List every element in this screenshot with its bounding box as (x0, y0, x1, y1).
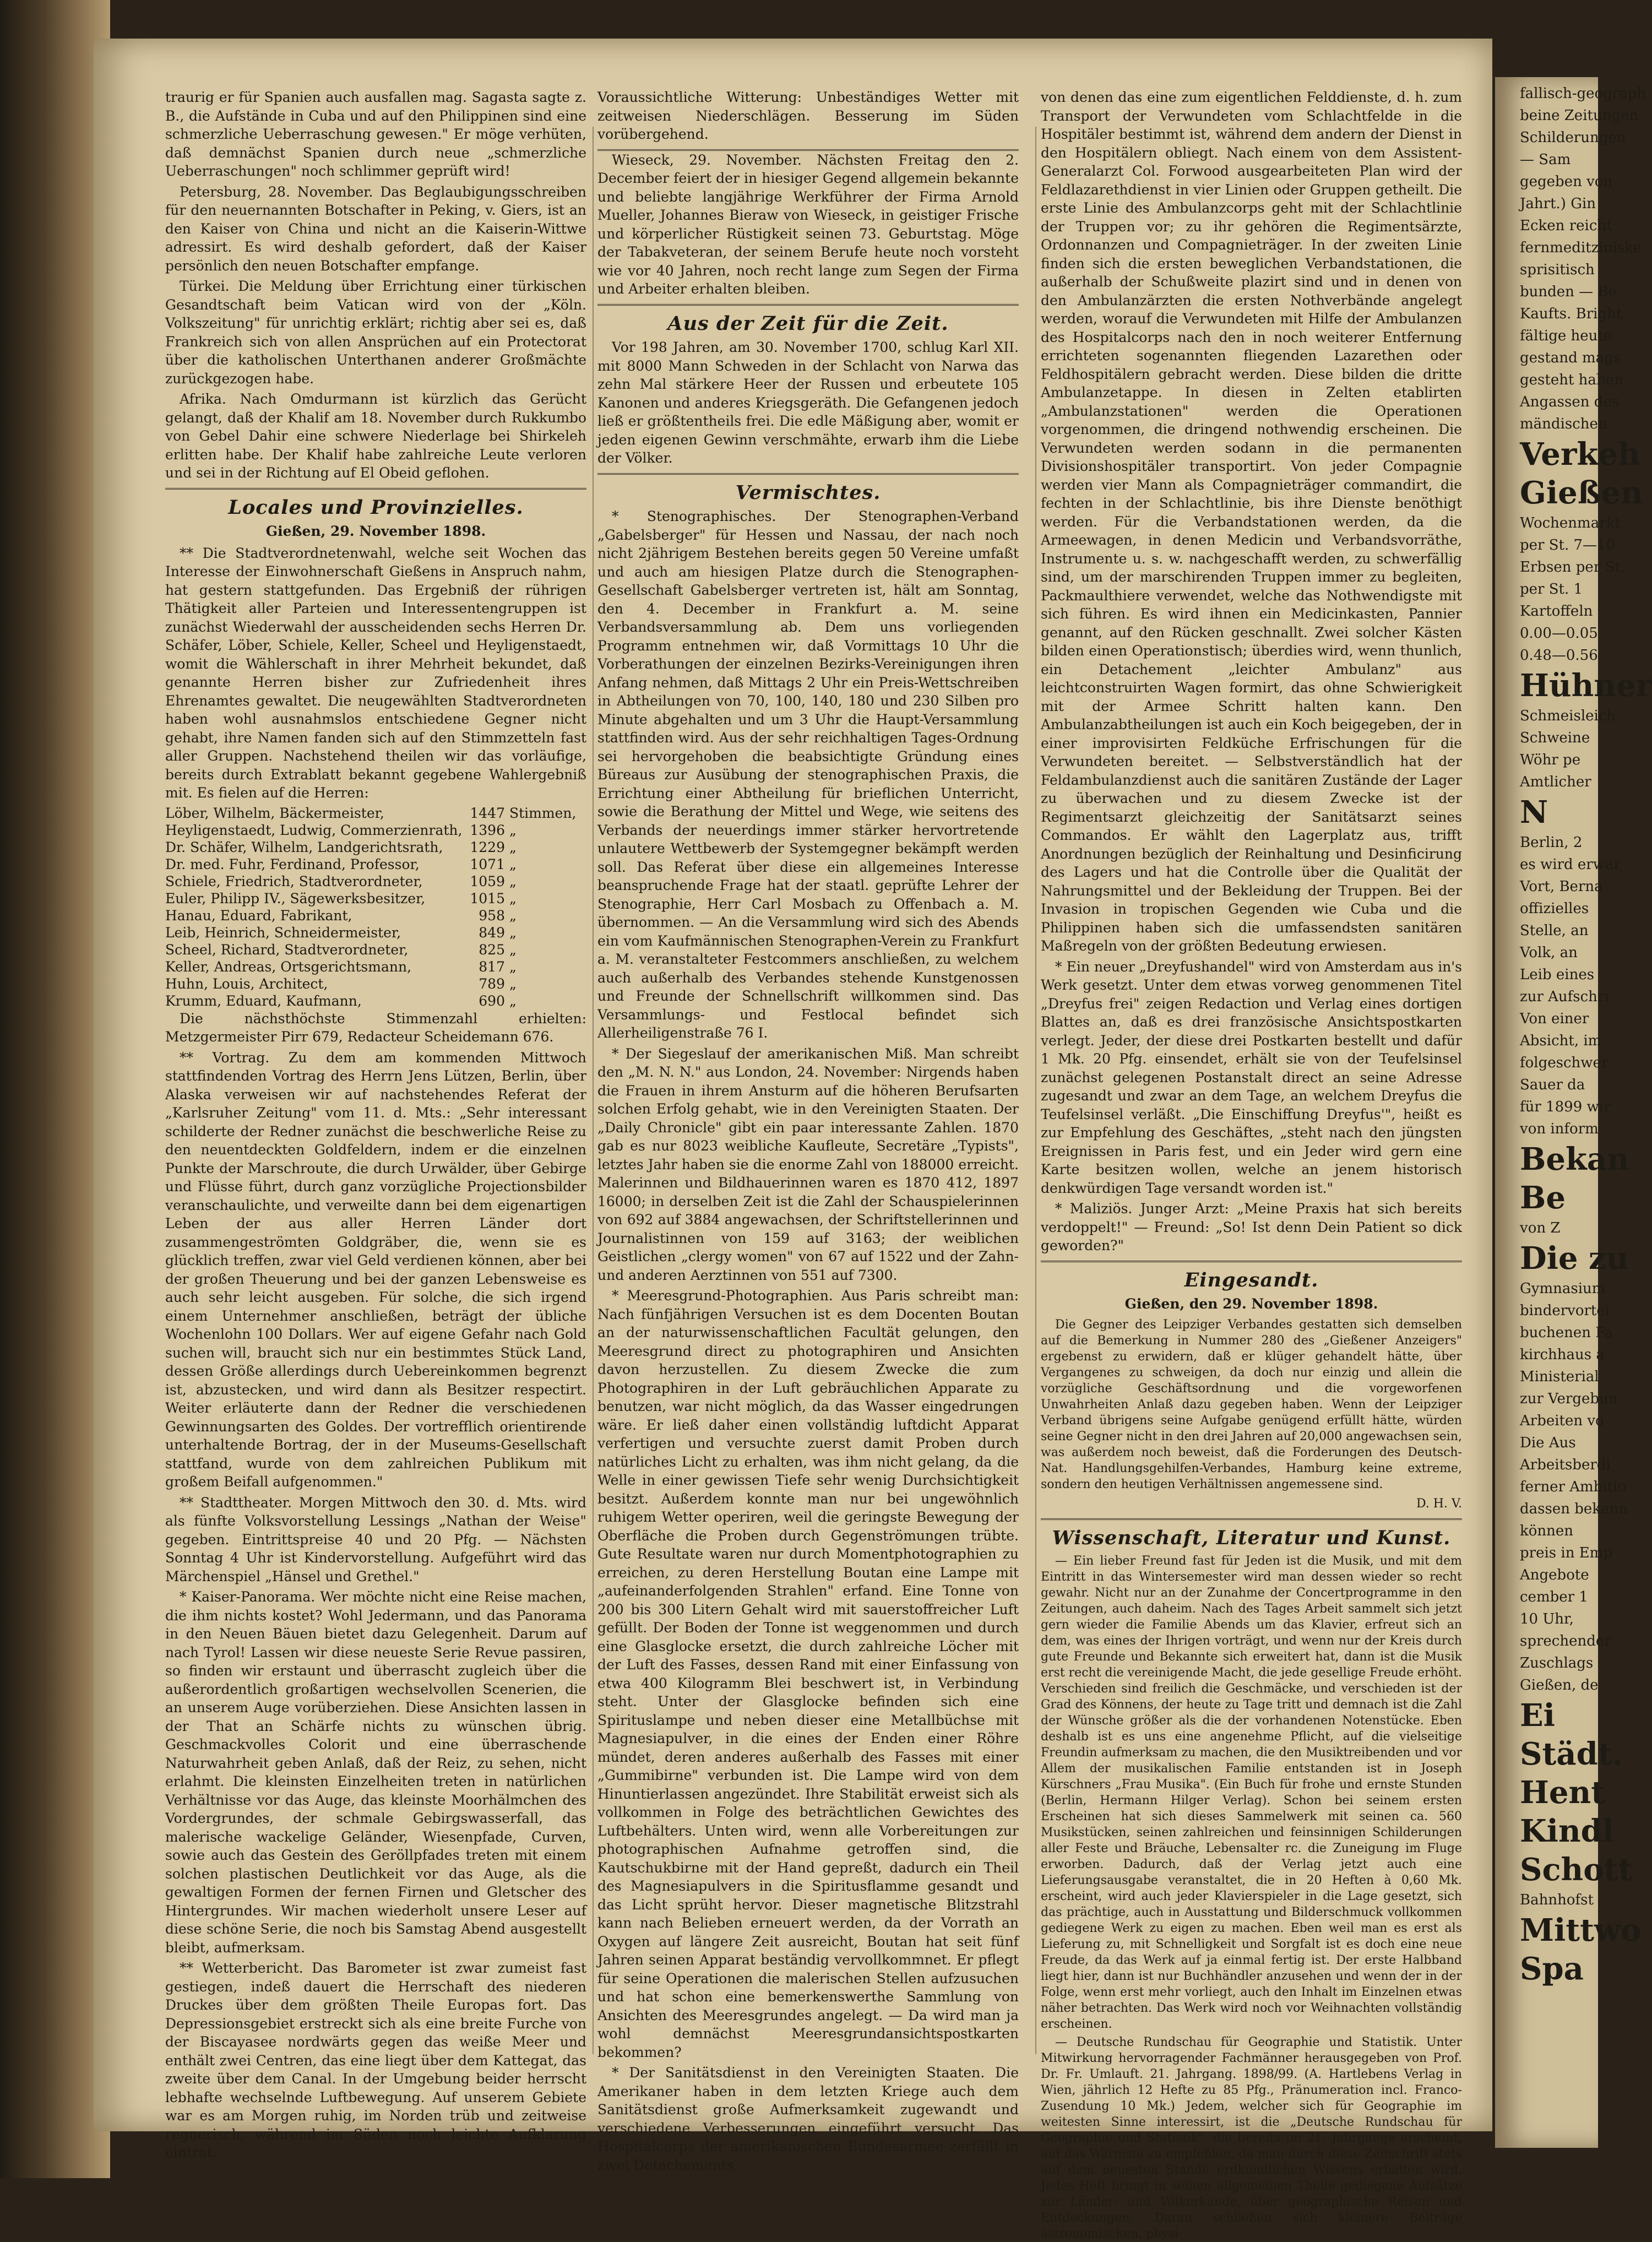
section-divider (1041, 1261, 1462, 1262)
adjacent-text-line: Ei (1520, 1697, 1555, 1734)
section-heading-locales: Locales und Provinzielles. (228, 496, 524, 519)
section-divider (165, 488, 586, 490)
adjacent-text-line: Erbsen per St. (1520, 559, 1626, 576)
adjacent-text-line: Schilderungen (1520, 129, 1626, 146)
vote-count: 958 (479, 907, 505, 924)
adjacent-text-line: N (1520, 794, 1548, 830)
article-stenographisches: * Stenographisches. Der Stenographen-Verband „Gabelsberger" für Hessen und Nassau, der nach noch nicht 2jährigem Bestehen bereits gegen 50 Vereine umfaßt und auch am hiesigen Platze durch die Stenographen-Gesellschaft Gabelsberger vertreten ist, hält am Sonntag, den 4. December in Frankfurt a. M. seine Verbandsversammlung ab. Dem uns vorliegenden Programm entnehmen wir, daß Vormittags 10 Uhr die Vorberathungen der einzelnen Bezirks-Vereinigungen ihren Anfang nehmen, daß Mittags 2 Uhr ein Preis-Wettschreiben in Abtheilungen von 70, 100, 140, 180 und 230 Silben pro Minute abgehalten und um 3 Uhr die Haupt-Versammlung stattfinden wird. Aus der sehr reichhaltigen Tages-Ordnung sei hervorgehoben die beabsichtigte Gründung eines Büreaus zur Ausübung der stenographischen Praxis, die Errichtung einer Abtheilung für brieflichen Unterricht, sowie die Berathung der Mittel und Wege, wie seitens des Verbands der neuerdings immer stärker hervortretende unlautere Wettbewerb der Systemgegner bekämpft werden soll. Das Referat über diese ein allgemeines Interesse beanspruchende Frage hat der staatl. geprüfte Lehrer der Stenographie, Herr Carl Mosbach zu Offenbach a. M. übernommen. — An die Versammlung wird sich des Abends ein vom Kaufmännischen Stenographen-Verein zu Frankfurt a. M. veranstalteter Festcommers anschließen, zu welchem auch außerhalb des Verbandes stehende Kunstgenossen und Freunde der Schnellschrift willkommen sind. Das Versammlungs- und Festlocal befindet sich Allerheiligenstraße 76 I. (597, 508, 1019, 1041)
adjacent-text-line: Volk, an (1520, 944, 1578, 961)
vote-count: 1071 (470, 856, 505, 872)
vote-unit: „ (509, 890, 517, 906)
adjacent-text-line: für 1899 wir (1520, 1099, 1611, 1115)
candidate-name: Krumm, Eduard, Kaufmann, (165, 992, 362, 1009)
adjacent-text-line: Zuschlags (1520, 1655, 1594, 1671)
adjacent-text-line: sprechender (1520, 1633, 1611, 1649)
article-afrika: Afrika. Nach Omdurmann ist kürzlich das Gerücht gelangt, daß der Khalif am 18. November durch Rukkumbo von Gebel Dahir eine schwere Niederlage bei Shirkeleh erlitten habe. Der Khalif habe zahlreiche Leute verloren und sei in der Richtung auf El Obeid geflohen. (165, 391, 586, 481)
adjacent-text-line: Angassen des (1520, 394, 1620, 410)
section-heading-eingesandt: Eingesandt. (1184, 1268, 1319, 1291)
adjacent-text-line: Hent (1520, 1774, 1606, 1811)
table-row (165, 873, 586, 890)
adjacent-text-line: Arbeitsberdi (1520, 1457, 1611, 1473)
adjacent-text-line: Stelle, an (1520, 922, 1589, 939)
dateline: Gießen, 29. November 1898. (265, 523, 486, 539)
adjacent-text-line: Ecken reicht (1520, 218, 1612, 234)
adjacent-text-line: 10 Uhr, (1520, 1611, 1574, 1627)
article-lieber-freund: — Ein lieber Freund fast für Jeden ist die Musik, und mit dem Eintritt in das Wintersemester wird man dessen wieder so recht gewahr. Nicht nur an der Zunahme der Concertprogramme in den Zeitungen, auch daheim. Nach des Tages Arbeit sammelt sich jetzt gern wieder die Familie Abends um das Klavier, erfreut sich an dem, was eines der Ihrigen vorträgt, und wenn nur der Kreis durch gute Freunde und Bekannte sich erweitert hat, dann ist die Musik erst recht die vereinigende Macht, die jede gesellige Freude erhöht. Verschieden sind freilich die Geschmäcke, und verschieden ist der Grad des Könnens, der heute zu Tage tritt und demnach ist die Zahl der Wünsche größer als die der vorhandenen Notenstücke. Eben deshalb ist es uns eine angenehme Pflicht, auf die vielseitige Freundin aufmerksam zu machen, die den Musiktreibenden und vor Allem der musikalischen Familie entstanden ist in Joseph Kürschners „Frau Musika". (Ein Buch für frohe und ernste Stunden (Berlin, Hermann Hilger Verlag). Schon bei seinem ersten Erscheinen hat sich dieses Sammelwerk mit seinen ca. 560 Musikstücken, seinen zahlreichen und feinsinnigen Schilderungen aller Feste und Bräuche, Lebensalter rc. die Zuneigung im Fluge erworben. Dadurch, daß der Verlag jetzt auch eine Lieferungsausgabe veranstaltet, die in 20 Heften à 0,60 Mk. erscheint, wird auch jeder Klavierspieler in die Lage gesetzt, sich das prächtige, auch in Ausstattung und Bilderschmuck vollkommen gediegene Werk zu eigen zu machen. Eben weil man es erst als Lieferung zu, mit Schnelligkeit und Sorgfalt ist es doch eine neue Freude, da das Werk auf ja einmal fertig ist. Der erste Halbband liegt hier, dann ist nur Buchhändler anzusehen und wenn der in der Folge, wenn erst mehr vorliegt, auch den Inhalt im Einzelnen etwas näher betrachten. Das Werk wird noch vor Weihnachten vollständig erscheinen. (1041, 1554, 1462, 2031)
article-stadtverordnetenwahl: ** Die Stadtverordnetenwahl, welche seit Wochen das Interesse der Einwohnerschaft Gießens in Anspruch nahm, hat gestern stattgefunden. Das Ergebniß der rührigen Thätigkeit aller Parteien und Interessentengruppen ist zunächst Wiederwahl der ausscheidenden sechs Herren Dr. Schäfer, Löber, Schiele, Keller, Scheel und Heyligenstaedt, womit die Wählerschaft in ihrer Mehrheit bekundet, daß genannte Herren bisher zur Zufriedenheit ihres Ehrenamtes gewaltet. Die neugewählten Stadtverordneten haben wohl ausnahmslos entschiedene Gegner nicht gehabt, ihre Namen fanden sich auf den Stimmzetteln fast aller Gruppen. Nachstehend theilen wir das vorläufige, bereits durch Extrablatt bekannt gegebene Wahlergebniß mit. Es fielen auf die Herren: (165, 545, 586, 801)
signature: D. H. V. (1416, 1496, 1462, 1511)
article-naechsthoechste: Die nächsthöchste Stimmenzahl erhielten: Metzgermeister Pirr 679, Redacteur Scheidemann 676. (165, 1010, 586, 1045)
vote-count: 789 (479, 975, 505, 992)
adjacent-text-line: Gießen, de (1520, 1677, 1599, 1693)
adjacent-text-line: beine Zeitungen (1520, 107, 1639, 124)
candidate-name: Keller, Andreas, Ortsgerichtsmann, (165, 958, 412, 975)
adjacent-text-line: folgeschwer (1520, 1055, 1608, 1071)
adjacent-text-line: Schmeisleich (1520, 708, 1616, 724)
adjacent-text-line: buchenen Fa (1520, 1324, 1613, 1341)
election-results-table (165, 805, 586, 1009)
article-rundschau: — Deutsche Rundschau für Geographie und Statistik. Unter Mitwirkung hervorragender Fachmänner herausgegeben von Prof. Dr. Fr. Umlauft. 21. Jahrgang. 1898/99. (A. Hartlebens Verlag in Wien, jährlich 12 Hefte zu 85 Pfg., Pränumeration incl. Franco-Zusendung 10 Mk.) Jedem, welcher sich für Geographie im weitesten Sinne interessirt, ist die „Deutsche Rundschau für Geographie und Statistik", die bereits im 21. Jahrgange erscheint, auf das Wärmste zu empfehlen, da man durch diese Zeitschrift stets auf dem neuesten Stande erdkundlichen Wissens erhalten wird. Jedes Heft bringt in seinen allgemeinen Theile gediegene Aufsätze zur Länder- und Völkerkunde, über geographische Reisen und Entdeckungen. Daran schließen sich kleinere Beiträge astronomischen, physi- (1041, 2035, 1462, 2241)
adjacent-text-line: Sauer da (1520, 1077, 1585, 1093)
vote-unit: „ (509, 822, 517, 838)
adjacent-text-line: Berlin, 2 (1520, 834, 1583, 851)
article-stadttheater: ** Stadttheater. Morgen Mittwoch den 30. d. Mts. wird als fünfte Volksvorstellung Lessings „Nathan der Weise" gegeben. Eintrittspreise 40 und 20 Pfg. — Nächsten Sonntag 4 Uhr ist Kindervorstellung. Aufgeführt wird das Märchenspiel „Hänsel und Grethel." (165, 1494, 586, 1584)
article-wieseck: Wieseck, 29. November. Nächsten Freitag den 2. December feiert der in hiesiger Gegend allgemein bekannte und beliebte langjährige Werkführer der Firma Arnold Mueller, Johannes Bieraw von Wieseck, in geistiger Frische und körperlicher Rüstigkeit seinen 73. Geburtstag. Möge der Tabakveteran, der seinem Berufe heute noch vorsteht wie vor 40 Jahren, noch recht lange zum Segen der Firma und Arbeiter erhalten bleiben. (597, 151, 1019, 297)
article-siegeslauf: * Der Siegeslauf der amerikanischen Miß. Man schreibt den „M. N. N." aus London, 24. November: Nirgends haben die Frauen in ihrem Ansturm auf die höheren Berufsarten solchen Erfolg gehabt, wie in den Vereinigten Staaten. Der „Daily Chronicle" gibt ein paar interessante Zahlen. 1870 gab es nur 8023 weibliche Kaufleute, Secretäre „Typists", letztes Jahr haben sie die enorme Zahl von 188000 erreicht. Malerinnen und Bildhauerinnen waren es 1870 412, 1897 16000; in derselben Zeit ist die Zahl der Schauspielerinnen von 692 auf 3884 angewachsen, der Schriftstellerinnen und Journalistinnen von 159 auf 3163; der weiblichen Geistlichen „clergy women" von 67 auf 1522 und der Zahn- und anderen Aerztinnen von 551 auf 7300. (597, 1045, 1019, 1283)
column-3 (1041, 88, 1462, 2241)
article-maliziös: * Maliziös. Junger Arzt: „Meine Praxis hat sich bereits verdoppelt!" — Freund: „So! Ist denn Dein Patient so dick geworden?" (1041, 1201, 1462, 1253)
adjacent-text-line: mändischen (1520, 416, 1607, 432)
candidate-name: Hanau, Eduard, Fabrikant, (165, 907, 352, 924)
table-row (165, 839, 586, 856)
vote-count: 1229 (470, 839, 505, 855)
adjacent-text-line: von Z (1520, 1220, 1561, 1236)
column-1 (165, 88, 586, 2160)
section-heading-vermischtes: Vermischtes. (735, 481, 881, 504)
adjacent-text-line: Vort, Berna (1520, 878, 1603, 895)
article-zeit: Vor 198 Jahren, am 30. November 1700, schlug Karl XII. mit 8000 Mann Schweden in der Schlacht von Narwa das zehn Mal stärkere Heer der Russen und erbeutete 105 Kanonen und anderes Kriegsgeräth. Die Gefangenen jedoch ließ er größtentheils frei. Die edle Mäßigung aber, womit er jeden eigenen Gewinn verschmähte, erwarb ihm die Liebe der Völker. (597, 339, 1019, 466)
vote-count: 825 (479, 941, 505, 958)
candidate-name: Dr. Schäfer, Wilhelm, Landgerichtsrath, (165, 839, 443, 855)
vote-count: 690 (479, 992, 505, 1009)
adjacent-text-line: Gießen (1520, 475, 1643, 511)
adjacent-text-line: Angebote (1520, 1567, 1589, 1583)
adjacent-text-line: Gymnasium (1520, 1280, 1606, 1297)
vote-unit: „ (509, 992, 517, 1009)
vote-unit: „ (509, 907, 517, 924)
candidate-name: Euler, Philipp IV., Sägewerksbesitzer, (165, 890, 426, 906)
adjacent-text-line: per St. 1 (1520, 581, 1583, 598)
section-divider (597, 473, 1019, 475)
adjacent-text-line: Arbeiten vo (1520, 1413, 1604, 1429)
article-vortrag: ** Vortrag. Zu dem am kommenden Mittwoch stattfindenden Vortrag des Herrn Jens Lützen, Berlin, über Alaska verweisen wir auf nachstehendes Referat der „Karlsruher Zeitung" vom 11. d. Mts.: „Sehr interessant schilderte der Redner zunächst die beschwerliche Reise zu den neuentdeckten Goldfeldern, indem er die einzelnen Punkte der Marschroute, die durch Urwälder, über Gebirge und Flüsse führt, durch ganz vorzügliche Projectionsbilder veranschaulichte, und verweilte dann bei dem eigenartigen Leben der aus aller Herren Länder dort zusammengeströmten Goldgräber, die, wenn sie es glücklich treffen, zwar viel Geld verdienen können, aber bei der großen Theuerung und bei der ganzen Lebensweise es auch sehr leicht ausgeben. Für solche, die sich irgend einem Unternehmer anschließen, beträgt der übliche Wochenlohn 100 Dollars. Wer auf eigene Gefahr nach Gold suchen will, braucht sich nur ein bestimmtes Stück Land, dessen Größe allerdings durch Uebereinkommen begrenzt ist, abzustecken, und wird dann als Besitzer respectirt. Weiter erläuterte dann der Redner die verschiedenen Gewinnungsarten des Goldes. Der vortrefflich orientirende unterhaltende Bortrag, der in der Museums-Gesellschaft stattfand, wurde von dem zahlreichen Publikum mit großem Beifall aufgenommen." (165, 1049, 586, 1490)
adjacent-text-line: — Sam (1520, 151, 1571, 168)
section-divider (597, 304, 1019, 306)
adjacent-text-line: Be (1520, 1180, 1566, 1216)
adjacent-text-line: bunden — Be (1520, 284, 1617, 300)
candidate-name: Löber, Wilhelm, Bäckermeister, (165, 805, 384, 821)
adjacent-text-line: cember 1 (1520, 1589, 1588, 1605)
adjacent-text-line: Schott (1520, 1852, 1633, 1888)
adjacent-text-line: von inform (1520, 1121, 1599, 1137)
column-2 (597, 88, 1019, 2173)
vote-count: 1015 (470, 890, 505, 906)
article-meeresgrund: * Meeresgrund-Photographien. Aus Paris schreibt man: Nach fünfjährigen Versuchen ist es dem Docenten Boutan an der naturwissenschaftlichen Facultät gelungen, den Meeresgrund direct zu photographiren und Ansichten davon herzustellen. Zu diesem Zwecke die zum Photographiren in der Luft gebräuchlichen Apparate zu benutzen, war nicht möglich, da das Wasser eingedrungen wäre. Er ließ daher einen vollständig luftdicht Apparat verfertigen und versuchte zuerst damit Proben durch natürliches Licht zu erhalten, was ihm nicht gelang, da die Welle in einer gewissen Tiefe sehr wenig Durchsichtigkeit besitzt. Außerdem konnte man nur bei ungewöhnlich ruhigem Wetter operiren, weil die geringste Bewegung der Oberfläche die Proben durch Gegenströmungen trübte. Gute Resultate waren nur durch Momentphotographien zu erreichen, zu deren Herstellung Boutan eine Lampe mit „aufeinanderfolgenden Strahlen" erfand. Eine Tonne von 200 bis 300 Litern Gehalt wird mit sauerstoffreicher Luft gefüllt. Der Boden der Tonne ist weggenommen und durch eine Glasglocke ersetzt, die durch zahlreiche Löcher mit der Luft des Fasses, dessen Rand mit einer Einfassung von etwa 400 Kilogramm Blei beschwert ist, in Verbindung steht. Unter der Glasglocke befinden sich eine Spirituslampe und neben dieser eine Metallbüchse mit Magnesiapulver, in die eines der Enden einer Röhre mündet, deren anderes außerhalb des Fasses mit einer „Gummibirne" verbunden ist. Die Lampe wird von dem Hinuntierlassen angezündet. Ihre Stabilität erweist sich als vollkommen in Folge des beträchtlichen Gewichtes des Luftbehälters. Unten wird, wenn alle Vorbereitungen zur photographischen Aufnahme getroffen sind, die Kautschukbirne mit der Hand gepreßt, dadurch ein Theil des Magnesiapulvers in die Spiritusflamme gesandt und das Licht sprüht hervor. Dieser magnetische Blitzstrahl kann nach Belieben erneuert werden, da der Vorrath an Oxygen auf längere Zeit ausreicht, Boutan hat seit fünf Jahren seinen Apparat beständig vervollkommnet. Er pflegt für seine Operationen die malerischen Stellen aufzusuchen und hat schon eine bemerkenswerthe Sammlung von Ansichten des Meeresgrundes angelegt. — Da wird man ja wohl demnächst Meeresgrundansichtspostkarten bekommen? (597, 1288, 1019, 2060)
table-row (165, 907, 586, 924)
adjacent-text-line: 0.00—0.05 (1520, 625, 1598, 642)
adjacent-page-text (1495, 77, 1652, 1988)
adjacent-text-line: Leib eines (1520, 967, 1595, 983)
adjacent-text-line: dassen bekann (1520, 1501, 1628, 1517)
adjacent-text-line: sprisitisch (1520, 262, 1595, 278)
adjacent-text-line: können (1520, 1523, 1574, 1539)
table-row (165, 805, 586, 822)
vote-unit: „ (509, 839, 517, 855)
adjacent-text-line: gestand mags (1520, 350, 1621, 366)
table-row (165, 992, 586, 1009)
adjacent-text-line: fallisch-geograph (1520, 85, 1646, 102)
vote-count: 817 (479, 958, 505, 975)
vote-unit: „ (509, 873, 517, 889)
candidate-name: Dr. med. Fuhr, Ferdinand, Professor, (165, 856, 420, 872)
adjacent-text-line: kirchhaus a (1520, 1347, 1605, 1363)
column-rule-1 (593, 127, 594, 2054)
table-row (165, 941, 586, 958)
candidate-name: Schiele, Friedrich, Stadtverordneter, (165, 873, 423, 889)
column-rule-2 (1035, 127, 1036, 2054)
adjacent-text-line: zur Aufschri (1520, 989, 1609, 1005)
adjacent-text-line: Städt. (1520, 1736, 1623, 1772)
adjacent-text-line: preis in Emp (1520, 1545, 1612, 1561)
adjacent-text-line: offizielles (1520, 900, 1589, 917)
vote-unit: Stimmen, (509, 805, 577, 821)
article-sanitaet-continued: von denen das eine zum eigentlichen Felddienste, d. h. zum Transport der Verwundeten vom Schlachtfelde in die Hospitäler bestimmt ist, während dem andern der Dienst in den Hospitälern obliegt. Nach einem von dem Assistent-Generalarzt Col. Forwood ausgearbeiteten Plan wird der Feldlazarethdienst in vier Linien oder Gruppen getheilt. Die erste Linie des Ambulanzcorps geht mit der Schlachtlinie der Truppen vor; zu ihr gehören die Regimentsärzte, Ordonnanzen und Compagnieträger. In der zweiten Linie finden sich die ersten beweglichen Verbandstationen, die außerhalb der Schußweite plazirt sind und in denen von den Ambulanzärzten die ersten Nothverbände angelegt werden, worauf die Verwundeten mit Hilfe der Ambulanzen des Hospitalcorps nach den in noch weiterer Entfernung errichteten sogenannten fliegenden Lazarethen oder Feldhospitälern gebracht werden. Diese bilden die dritte Ambulanzetappe. In diesen in Zelten etablirten „Ambulanzstationen" werden die Operationen vorgenommen, die dringend nothwendig erscheinen. Die Verwundeten werden sodann in die permanenten Divisionshospitäler transportirt. Von jeder Compagnie werden vier Mann als Compagnieträger commandirt, die fechten in der Schlachtlinie, bis ihre Dienste benöthigt werden. Für die Verbandstationen werden, da die Armeewagen, in denen Medicin und Verbandsvorräthe, Instrumente u. s. w. nachgeschafft werden, zu schwerfällig sind, um der marschirenden Truppen immer zu begleiten, Packmaulthiere verwendet, welche das Nothwendigste mit sich führen. Es wird ihnen ein Medicinkasten, Pannier genannt, auf den Rücken geschnallt. Zwei solcher Kästen bilden einen Operationstisch; überdies wird, wenn thunlich, ein Detachement „leichter Ambulanz" aus leichtconstruirten Wagen formirt, das ohne Schwierigkeit mit der Armee Schritt halten kann. Den Ambulanzabtheilungen ist auch ein Koch beigegeben, der in einer improvisirten Feldküche Erfrischungen für die Verwundeten bereitet. — Selbstverständlich hat der Feldambulanzdienst auch die sanitären Zustände der Lager zu überwachen und zu diesem Zwecke ist der Regimentsarzt gleichzeitig der Sanitätsarzt seines Commandos. Er wählt den Lagerplatz aus, trifft Anordnungen bezüglich der Reinhaltung und Desinficirung des Lagers und hat die Controlle über die Qualität der Nahrungsmittel und der Bekleidung der Truppen. Bei der Invasion in tropischen Gegenden wie Cuba und die Philippinen haben sich die umfassendsten sanitären Maßregeln von der größten Bedeutung erwiesen. (1041, 89, 1462, 954)
article-witterung: Voraussichtliche Witterung: Unbeständiges Wetter mit zeitweisen Niederschlägen. Besserung im Süden vorübergehend. (597, 89, 1019, 142)
vote-count: 1447 (470, 805, 505, 821)
article-kaiserpanorama: * Kaiser-Panorama. Wer möchte nicht eine Reise machen, die ihm nichts kostet? Wohl Jedermann, und das Panorama in den Neuen Bäuen bietet dazu Gelegenheit. Darum auf nach Tyrol! Lassen wir diese neueste Serie Revue passiren, so finden wir erstaunt und überrascht zugleich über die außerordentlich großartigen wechselvollen Scenerien, die an unserem Auge vorüberziehen. Diese Ansichten lassen in der That an Schärfe nichts zu wünschen übrig. Geschmackvolles Colorit und eine überraschende Naturwahrheit geben Anlaß, daß der Reiz, zu sehen, nicht erlahmt. Die kleinsten Einzelheiten treten in natürlichen Verhältnisse vor das Auge, das kleinste Moorhälmchen des Vordergrundes, der schmale Gebirgswasserfall, das malerische wackelige Geländer, Wiesenpfade, Curven, sowie auch das Gestein des Geröllpfades treten mit einem solchen plastischen Deutlichkeit vor das Auge, als die gewaltigen Formen der fernen Firnen und Gletscher des Hintergrundes. Wir machen wiederholt unsere Leser auf diese schöne Serie, die noch bis Samstag Abend ausgestellt bleibt, aufmerksam. (165, 1589, 586, 1956)
adjacent-text-line: Ministerial (1520, 1369, 1599, 1385)
adjacent-text-line: Amtlicher (1520, 774, 1591, 790)
vote-unit: „ (509, 856, 517, 872)
section-heading-zeit: Aus der Zeit für die Zeit. (667, 312, 949, 335)
dateline-eingesandt: Gießen, den 29. November 1898. (1124, 1296, 1378, 1312)
adjacent-text-line: Wöhr pe (1520, 752, 1581, 768)
adjacent-text-line: bindervortei (1520, 1302, 1610, 1319)
adjacent-text-line: Jahrt.) Gin (1520, 196, 1596, 212)
vote-unit: „ (509, 975, 517, 992)
vote-count: 1059 (470, 873, 505, 889)
adjacent-text-line: Mittwo (1520, 1912, 1642, 1948)
table-row (165, 856, 586, 873)
article-dreyfushandel: * Ein neuer „Dreyfushandel" wird von Amsterdam aus in's Werk gesetzt. Unter dem etwas vorweg genommenen Titel „Dreyfus frei" zeigen Redaction und Verlag eines dortigen Blattes an, daß es drei französische Ansichtspostkarten verlegt. Jeder, der diese drei Postkarten bestellt und dafür 1 Mk. 20 Pfg. einsendet, erhält sie von der Teufelsinsel zunächst gelegenen Postanstalt direct an seine Adresse zugesandt und zwar an dem Tage, an welchem Dreyfus die Teufelsinsel verläßt. „Die Einschiffung Dreyfus'", heißt es zur Empfehlung des Geschäftes, „steht nach den jüngsten Ereignissen in Paris fest, und ein Jeder wird gern eine Karte besitzen wollen, welche an jenem historisch denkwürdigen Tage versandt worden ist." (1041, 958, 1462, 1196)
section-heading-wissenschaft: Wissenschaft, Literatur und Kunst. (1052, 1527, 1451, 1549)
adjacent-text-line: per St. 7—10 (1520, 537, 1616, 553)
adjacent-page-strip (1495, 77, 1652, 2148)
adjacent-text-line: gegeben von (1520, 173, 1613, 190)
table-row (165, 890, 586, 907)
table-row (165, 958, 586, 975)
adjacent-text-line: 0.48—0.56 (1520, 647, 1598, 664)
adjacent-text-line: Die Aus (1520, 1435, 1576, 1451)
adjacent-text-line: ferner Ambitio (1520, 1479, 1627, 1495)
vote-unit: „ (509, 924, 517, 941)
table-row (165, 924, 586, 941)
candidate-name: Scheel, Richard, Stadtverordneter, (165, 941, 409, 958)
adjacent-text-line: Verkeh (1520, 436, 1640, 473)
table-row (165, 975, 586, 992)
adjacent-text-line: Von einer (1520, 1011, 1589, 1027)
article-spain: traurig er für Spanien auch ausfallen mag. Sagasta sagte z. B., die Aufstände in Cuba und auf den Philippinen sind eine schmerzliche Ueberraschung gewesen." Er möge verhüten, daß demnächst Spanien durch neue „schmerzliche Ueberraschungen" noch schlimmer geprüft wird! (165, 89, 586, 179)
adjacent-text-line: Hühner (1520, 667, 1652, 704)
vote-unit: „ (509, 941, 517, 958)
adjacent-text-line: fältige heute (1520, 328, 1612, 344)
candidate-name: Heyligenstaedt, Ludwig, Commerzienrath, (165, 822, 463, 838)
article-eingesandt: Die Gegner des Leipziger Verbandes gestatten sich demselben auf die Bemerkung in Nummer 280 des „Gießener Anzeigers" ergebenst zu erwidern, daß er klüger gehandelt hätte, über Vergangenes zu schweigen, da doch nur einzig und allein die vorzügliche Geschäftsordnung und die vorgeworfenen Unwahrheiten Anlaß dazu gegeben haben. Wenn der Leipziger Verband übrigens seine Aufgabe genügend erfüllt hätte, würden seine Gegner nicht in den drei Jahren auf 20,000 angewachsen sein, was außerdem noch beweist, daß die Forderungen des Deutsch-Nat. Handlungsgehilfen-Verbandes, Hamburg keine extreme, sondern den heutigen Verhältnissen angemessene sind. (1041, 1317, 1462, 1491)
adjacent-text-line: Absicht, im (1520, 1033, 1602, 1049)
candidate-name: Huhn, Louis, Architect, (165, 975, 328, 992)
adjacent-text-line: Bekan (1520, 1141, 1629, 1177)
adjacent-text-line: Kindl (1520, 1813, 1615, 1849)
candidate-name: Leib, Heinrich, Schneidermeister, (165, 924, 401, 941)
article-tuerkei: Türkei. Die Meldung über Errichtung einer türkischen Gesandtschaft beim Vatican wird von der „Köln. Volkszeitung" für unrichtig erklärt; richtig aber sei es, daß Frankreich sich von allen Ansprüchen auf ein Protectorat über die katholischen Unterthanen anderer Großmächte zurückgezogen habe. (165, 278, 586, 387)
adjacent-text-line: Schweine (1520, 730, 1590, 746)
adjacent-text-line: zur Vergebun (1520, 1391, 1618, 1407)
adjacent-text-line: fernmeditziniske (1520, 240, 1642, 256)
vote-count: 1396 (470, 822, 505, 838)
table-row (165, 822, 586, 839)
adjacent-text-line: Kaufts. Bright (1520, 306, 1622, 322)
article-petersburg: Petersburg, 28. November. Das Beglaubigungsschreiben für den neuernannten Botschafter in Peking, v. Giers, ist an den Kaiser von China und nicht an die Kaiserin-Wittwe adressirt. Es wird deshalb gefordert, daß der Kaiser persönlich den neuen Botschafter empfange. (165, 183, 586, 274)
adjacent-text-line: Wochenmarkt (1520, 515, 1621, 531)
adjacent-text-line: Kartoffeln (1520, 603, 1593, 620)
article-wetterbericht: ** Wetterbericht. Das Barometer ist zwar zumeist fast gestiegen, indeß dauert die Herrschaft des niederen Druckes über dem größten Theile Europas fort. Das Depressionsgebiet erstreckt sich als eine breite Furche von der Biscayasee nordwärts gegen das weiße Meer und enthält zwei Centren, das eine liegt über dem Kattegat, das zweite über dem Canal. In der Umgebung beider herrscht lebhafte wechselnde Luftbewegung. Auf unserem Gebiete war es am Morgen ruhig, im Norden trüb und zeitweise regnerisch, während im Süden noch leichte Aufklarung eintrat. (165, 1960, 586, 2160)
article-sanitaetsdienst: * Der Sanitätsdienst in den Vereinigten Staaten. Die Amerikaner haben in dem letzten Kriege auch dem Sanitätsdienst große Aufmerksamkeit zugewandt und verschiedene Verbesserungen eingeführt versucht. Das Hospitalcorps der amerikanischen Bundesarmee zerfällt in zwei Detachements, (597, 2065, 1019, 2173)
section-divider (1041, 1518, 1462, 1520)
adjacent-text-line: Spa (1520, 1951, 1584, 1987)
vote-count: 849 (479, 924, 505, 941)
adjacent-text-line: gesteht haben (1520, 372, 1623, 388)
adjacent-text-line: Die zu (1520, 1240, 1629, 1277)
vote-unit: „ (509, 958, 517, 975)
adjacent-text-line: Bahnhofst (1520, 1892, 1594, 1908)
adjacent-text-line: es wird erwar (1520, 856, 1621, 873)
